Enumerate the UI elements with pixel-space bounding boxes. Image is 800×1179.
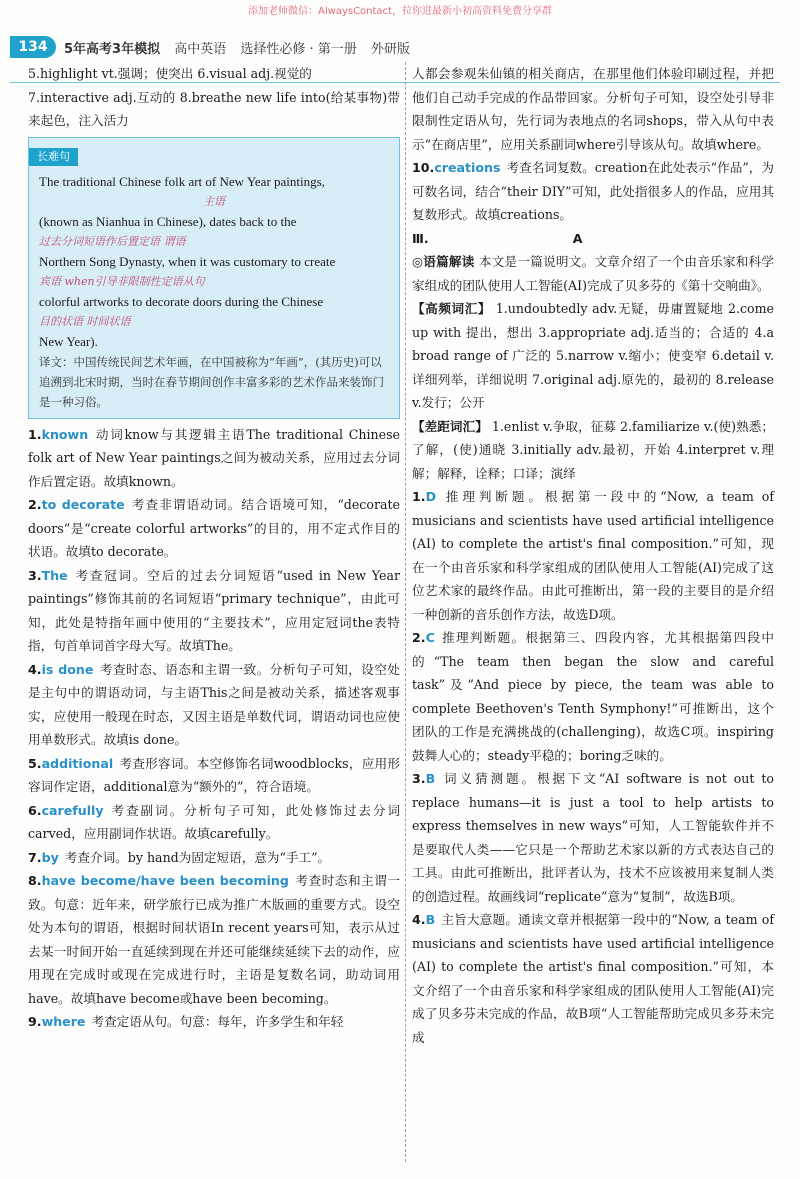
item-number: 4. [412,912,426,927]
answer-item [28,869,400,1010]
item-explanation: 考查名词复数。creation在此处表示“作品”，为可数名词，结合“their DIY”可知，此处指很多人的作品，应用其复数形式。故填creations。 [412,160,774,222]
item-answer: by [41,849,59,865]
analysis [412,250,774,297]
item-answer: D [425,489,437,504]
item-number: 8. [28,873,42,888]
item-number: 3. [28,567,42,583]
section-letter: A [572,230,583,246]
item-number: 3. [412,771,426,786]
item-explanation: 考查时态和主谓一致。句意：近年来，研学旅行已成为推广木版画的重要方式。设空处为本句的谓语，根据时间状语In recent years可知，表示从过去某一时间开始一直延续到现在并还可能继续延续下去的动作，应用现在完成时或现在完成进行时，主语是复数名词，助动词用have。故填have become或have been becoming。 [28,873,401,1006]
answer-item [28,752,400,799]
item-explanation: 考查时态、语态和主谓一致。分析句子可知，设空处是主句中的谓语动词，与主语This之间是被动关系，描述客观事实，应使用一般现在时态，又因主语是单数代词，谓语动词也应使用单数形式。故填is done。 [28,661,401,747]
item-explanation: 推理判断题。根据第一段中的“Now, a team of musicians and scientists have used artificial intelligence (AI) to complete the artist's final composition.”可知，现在一个由音乐家和科学家组成的团队使用人工智能(AI)完成了这位艺术家的最终作品。由此可推断出，第一段的主要目的是介绍一种创新的音乐创作方法，故选D项。 [412,489,774,622]
item-explanation: 词义猜测题。根据下文“AI software is not out to replace humans—it is just a tool to help artists to express themselves in new ways”可知，人工智能软件并不是要取代人类——它只是一个帮助艺术家以新的方式表达自己的工具。由此可推断出，批评者认为，技术不应该被用来复制人类的创造过程。故画线词“replicate”意为“复制”，故选B项。 [412,771,774,904]
answer-item [28,1010,400,1034]
cj-label: 【差距词汇】 [412,418,488,434]
grammar-note: 过去分词短语作后置定语 谓语 [39,234,186,248]
item-answer: creations [434,160,501,175]
item-number: 1. [412,489,426,504]
answer-item [28,658,400,752]
item-answer: B [425,771,436,786]
item-answer: B [425,912,436,927]
column-divider [405,62,406,1162]
cj-text: 1.enlist v.争取，征募 2.familiarize v.(使)熟悉；了解，(使)通晓 3.initially adv.最初，开始 4.interpret v.理解；解释，诠释；口译；演绎 [412,418,774,481]
sentence-line: (known as Nianhua in Chinese), dates back to the [39,213,297,229]
answer-item [28,493,400,564]
grammar-note: 目的状语 时间状语 [39,314,131,328]
item-number: 1. [28,426,42,442]
sentence-line: Northern Song Dynasty, when it was customary to create [39,253,336,269]
item-explanation: 考查副词。分析句子可知，此处修饰过去分词carved，应用副词作状语。故填carefully。 [28,802,400,841]
vocab-line: 5.highlight vt.强调；使突出 6.visual adj.视觉的 [28,66,312,81]
high-freq-vocab [412,297,774,415]
item-answer: carefully [41,802,104,818]
gap-vocab [412,415,774,486]
item-explanation: 考查冠词。空后的过去分词短语“used in New Year paintings”修饰其前的名词短语“primary technique”，由此可知，此处是特指年画中使用的“主要技术”，应用定冠词the表特指，句首单词首字母大写。故填The。 [28,567,400,653]
section-number: Ⅲ. [412,230,429,246]
item-number: 9. [28,1014,42,1029]
section-heading [412,227,774,251]
subject: 高中英语 [174,42,227,57]
answer-item [412,156,774,227]
item-explanation: 考查形容词。本空修饰名词woodblocks，应用形容词作定语，additional意为“额外的”，符合语境。 [28,755,400,794]
item-explanation: 主旨大意题。通读文章并根据第一段中的“Now, a team of musicians and scientists have used artificial intelligence (AI) to complete the artist's final composition.”可知，本文介绍了一个由音乐家和科学家组成的团队使用人工智能(AI)完成了贝多芬未完成的作品，故B项“人工智能帮助完成贝多芬未完成 [412,912,774,1045]
answer-item [412,767,774,908]
item-number: 2. [28,497,42,512]
answer-list [28,423,400,1034]
item-answer: is done [41,661,94,677]
answer-item [28,799,400,846]
page-header [0,30,800,60]
item-explanation: 考查非谓语动词。结合语境可知，“decorate doors”是“create colorful artworks”的目的，用不定式作目的状语。故填to decorate。 [28,497,400,559]
analysis-label: ◎语篇解读 [412,254,475,269]
item-explanation: 动词know与其逻辑主语The traditional Chinese folk art of New Year paintings之间为被动关系，应用过去分词作后置定语。故填known。 [28,426,400,489]
item-number: 6. [28,802,42,818]
item-answer: The [41,567,68,583]
grammar-note: 宾语 when引导非限制性定语从句 [39,274,205,288]
item-answer: where [41,1014,86,1029]
sentence-line: New Year). [39,333,98,349]
watermark: 添加老师微信：AlwaysContact，拉你进最新小初高资料免费分享群 [248,6,552,17]
answer-item [28,564,400,658]
item-number: 5. [28,755,42,771]
hf-label: 【高频词汇】 [412,301,492,316]
vocab-line: 7.interactive adj.互动的 8.breathe new life into(给某事物)带来起色，注入活力 [28,89,400,128]
answer-item [28,423,400,494]
long-sentence-box [28,137,400,419]
hf-text: 1.undoubtedly adv.无疑，毋庸置疑地 2.come up with 提出，想出 3.appropriate adj.适当的；合适的 4.a broad range of 广泛的 5.narrow v.缩小；使变窄 6.detail v.详细列举，详细说明 7.original adj.原先的，最初的 8.release v.发行；公开 [412,301,774,410]
item-answer: have become/have been becoming [41,873,289,888]
answer-item [412,626,774,767]
item-number: 4. [28,661,42,677]
sentence-line: colorful artworks to decorate doors during the Chinese [39,293,324,309]
item-answer: known [41,426,89,442]
item-number: 2. [412,630,426,645]
box-tag: 长难句 [29,148,78,166]
page-number: 134 [10,36,56,58]
item-explanation: 考查定语从句。句意：每年，许多学生和年轻 [91,1014,344,1029]
book-title: 5年高考3年模拟 [64,42,161,57]
translation: 译文：中国传统民间艺术年画，在中国被称为“年画”，(其历史)可以追溯到北宋时期，当时在春节期间创作丰富多彩的艺术作品来装饰门是一种习俗。 [39,354,384,409]
answer-item [412,908,774,1049]
header-text [64,38,420,57]
continued-answer: 人都会参观朱仙镇的相关商店，在那里他们体验印刷过程，并把他们自己动手完成的作品带回家。分析句子可知，设空处引导非限制性定语从句，先行词为表地点的名词shops，带入从句中表示“在商店里”，应用关系副词where引导该从句。故填where。 [412,66,774,152]
answer-item [412,485,774,626]
item-explanation: 考查介词。by hand为固定短语，意为“手工”。 [64,849,331,865]
item-explanation: 推理判断题。根据第三、四段内容，尤其根据第四段中的“The team then began the slow and careful task”及“And piece by piece, the team was able to complete Beethoven's Tenth Symphony!”可推断出，这个团队的工作是充满挑战的(challenging)，故选C项。inspiring鼓舞人心的；steady平稳的；boring乏味的。 [412,630,774,763]
answer-list [412,485,774,1049]
item-answer: to decorate [41,497,125,512]
sentence-line: The traditional Chinese folk art of New Year paintings, [39,173,325,189]
item-number: 7. [28,849,42,865]
answer-item [28,846,400,870]
publisher: 外研版 [370,42,410,57]
grammar-note: 主语 [203,194,225,208]
volume: 选择性必修 · 第一册 [240,42,357,57]
right-column [412,62,774,1049]
item-number: 10. [412,160,435,175]
item-answer: additional [41,755,114,771]
item-answer: C [425,630,435,645]
left-column [28,62,400,1034]
analysis-text: 本文是一篇说明文。文章介绍了一个由音乐家和科学家组成的团队使用人工智能(AI)完成了贝多芬的《第十交响曲》。 [412,254,774,293]
